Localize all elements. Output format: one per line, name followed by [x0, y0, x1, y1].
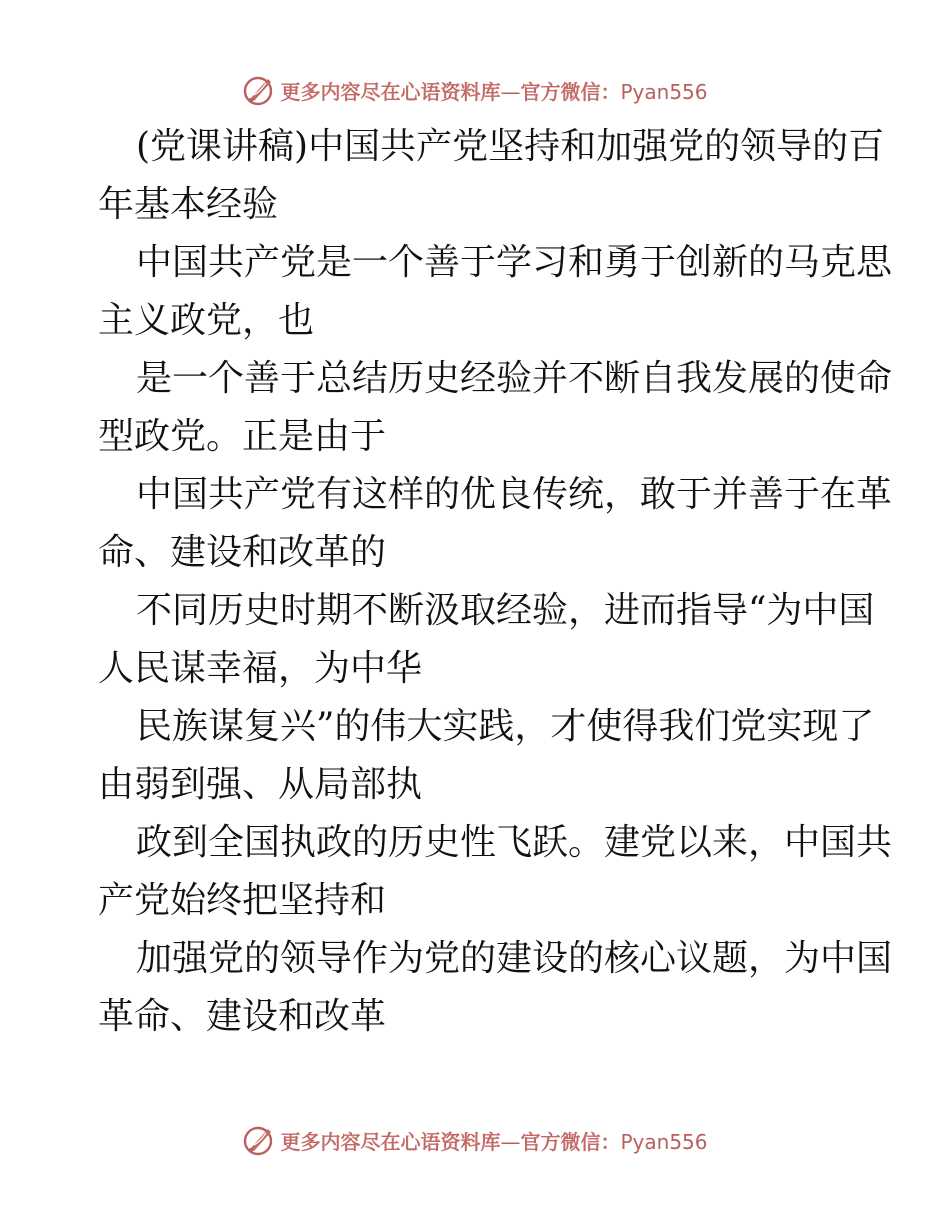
banner-site-text: 更多内容尽在心语资料库 [280, 79, 501, 104]
text-line: 中国共产党是一个善于学习和勇于创新的马克思 [136, 242, 893, 283]
document-body [98, 118, 893, 1046]
text-line: 加强党的领导作为党的建设的核心议题，为中国 [136, 938, 893, 979]
text-line: 产党始终把坚持和 [98, 880, 387, 921]
text-line: 主义政党，也 [98, 300, 315, 341]
header-banner [0, 70, 950, 110]
banner-dash: — [500, 79, 521, 104]
text-line: 民族谋复兴”的伟大实践，才使得我们党实现了 [136, 706, 875, 747]
text-line: 型政党。正是由于 [98, 416, 387, 457]
footer-banner [0, 1120, 950, 1160]
banner-text [280, 76, 707, 105]
text-line: 年基本经验 [98, 184, 279, 225]
text-line: 革命、建设和改革 [98, 996, 387, 1037]
banner-wechat-label: 官方微信： [520, 79, 621, 104]
text-line: 不同历史时期不断汲取经验，进而指导“为中国 [136, 590, 875, 631]
text-line: 中国共产党有这样的优良传统，敢于并善于在革 [136, 474, 893, 515]
text-line: 人民谋幸福，为中华 [98, 648, 423, 689]
text-line: 是一个善于总结历史经验并不断自我发展的使命 [136, 358, 893, 399]
text-line: 由弱到强、从局部执 [98, 764, 423, 805]
banner-wechat-id: Pyan556 [620, 1129, 708, 1154]
text-line: 命、建设和改革的 [98, 532, 387, 573]
banner-text [280, 1126, 707, 1155]
banner-site-text: 更多内容尽在心语资料库 [280, 1129, 501, 1154]
banner-wechat-id: Pyan556 [620, 79, 708, 104]
banner-dash: — [500, 1129, 521, 1154]
quill-pen-logo-icon [242, 1123, 276, 1157]
banner-wechat-label: 官方微信： [520, 1129, 621, 1154]
text-line: (党课讲稿)中国共产党坚持和加强党的领导的百 [136, 126, 885, 167]
quill-pen-logo-icon [242, 73, 276, 107]
text-line: 政到全国执政的历史性飞跃。建党以来，中国共 [136, 822, 893, 863]
